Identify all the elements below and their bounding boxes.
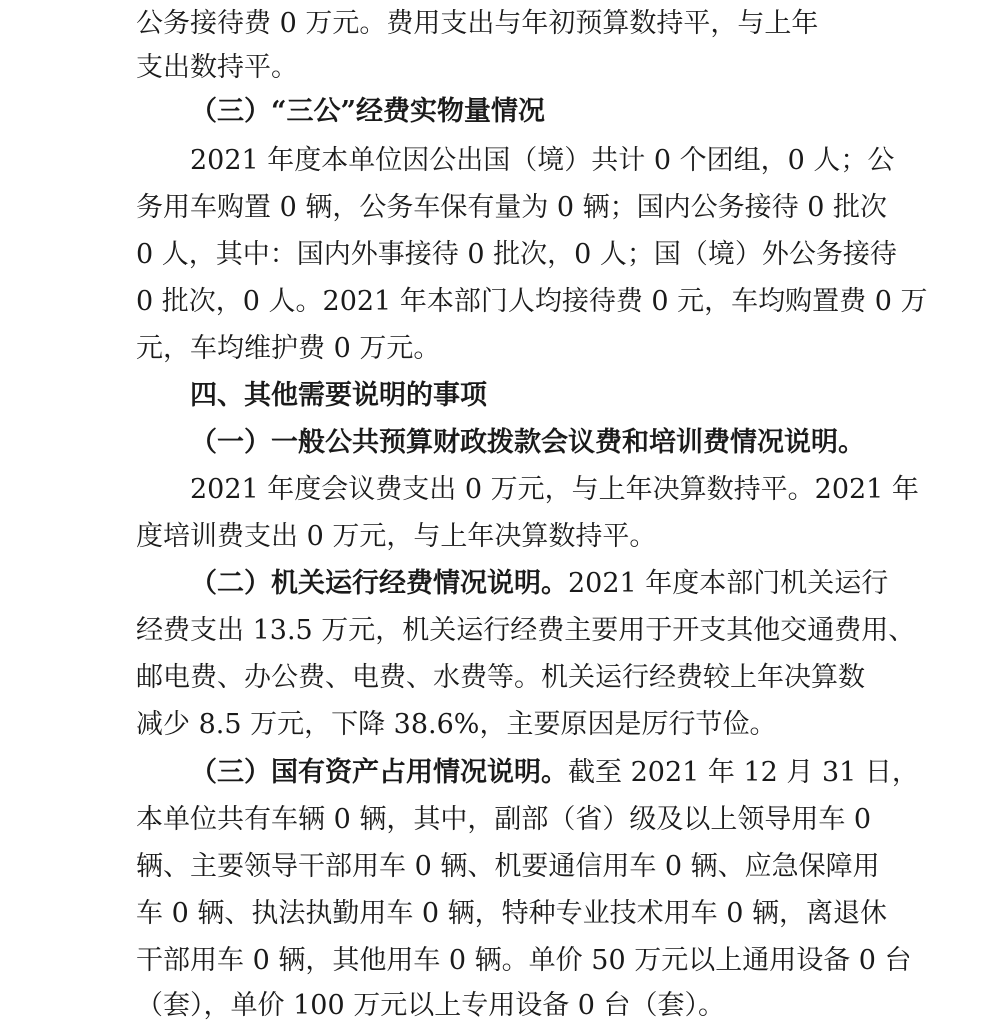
section-heading-three-public xyxy=(190,88,545,135)
paragraph-line xyxy=(136,982,725,1029)
paragraph-line xyxy=(136,325,440,372)
line-text: 务用车购置 0 辆，公务车保有量为 0 辆；国内公务接待 0 批次 xyxy=(136,192,888,223)
line-text: 本单位共有车辆 0 辆，其中，副部（省）级及以上领导用车 0 xyxy=(136,804,872,835)
line-text: （套），单价 100 万元以上专用设备 0 台（套）。 xyxy=(136,990,726,1021)
paragraph-line xyxy=(136,0,818,47)
paragraph-line xyxy=(190,560,888,607)
paragraph-line xyxy=(136,607,915,654)
section-heading-other-matters xyxy=(190,372,487,419)
paragraph-line xyxy=(136,937,912,984)
paragraph-line xyxy=(136,278,928,325)
inline-heading-state-assets: （三）国有资产占用情况说明。 xyxy=(190,757,568,788)
line-text: 公务接待费 0 万元。费用支出与年初预算数持平，与上年 xyxy=(136,8,819,39)
paragraph-line xyxy=(136,890,887,937)
paragraph-line xyxy=(136,513,656,560)
paragraph-line xyxy=(136,184,887,231)
line-text: 0 批次，0 人。2021 年本部门人均接待费 0 元，车均购置费 0 万 xyxy=(136,286,928,317)
line-text: 2021 年度会议费支出 0 万元，与上年决算数持平。2021 年 xyxy=(190,474,919,505)
line-text: 车 0 辆、执法执勤用车 0 辆，特种专业技术用车 0 辆，离退休 xyxy=(136,898,888,929)
inline-heading-office-expense: （二）机关运行经费情况说明。 xyxy=(190,568,568,599)
line-text: 辆、主要领导干部用车 0 辆、机要通信用车 0 辆、应急保障用 xyxy=(136,851,880,882)
line-text: 经费支出 13.5 万元，机关运行经费主要用于开支其他交通费用、 xyxy=(136,615,916,646)
heading-text: 四、其他需要说明的事项 xyxy=(190,380,487,411)
line-text: 截至 2021 年 12 月 31 日， xyxy=(568,757,919,788)
line-text: 0 人，其中：国内外事接待 0 批次，0 人；国（境）外公务接待 xyxy=(136,239,897,270)
line-text: 邮电费、办公费、电费、水费等。机关运行经费较上年决算数 xyxy=(136,662,865,693)
heading-text: （三）“三公”经费实物量情况 xyxy=(190,96,546,127)
line-text: 2021 年度本单位因公出国（境）共计 0 个团组，0 人；公 xyxy=(190,145,895,176)
line-text: 度培训费支出 0 万元，与上年决算数持平。 xyxy=(136,521,657,552)
line-text: 减少 8.5 万元，下降 38.6%，主要原因是厉行节俭。 xyxy=(136,709,777,740)
paragraph-line xyxy=(190,466,919,513)
line-text: 2021 年度本部门机关运行 xyxy=(568,568,889,599)
heading-text: （一）一般公共预算财政拨款会议费和培训费情况说明。 xyxy=(190,427,865,458)
line-text: 干部用车 0 辆，其他用车 0 辆。单价 50 万元以上通用设备 0 台 xyxy=(136,945,912,976)
section-heading-meeting-training xyxy=(190,419,865,466)
paragraph-line xyxy=(136,796,871,843)
paragraph-line xyxy=(136,44,298,91)
paragraph-line xyxy=(136,701,776,748)
paragraph-line xyxy=(136,843,880,890)
paragraph-line xyxy=(136,231,897,278)
paragraph-line xyxy=(190,749,919,796)
paragraph-line xyxy=(136,654,865,701)
paragraph-line xyxy=(190,137,894,184)
line-text: 元，车均维护费 0 万元。 xyxy=(136,333,441,364)
line-text: 支出数持平。 xyxy=(136,52,298,83)
